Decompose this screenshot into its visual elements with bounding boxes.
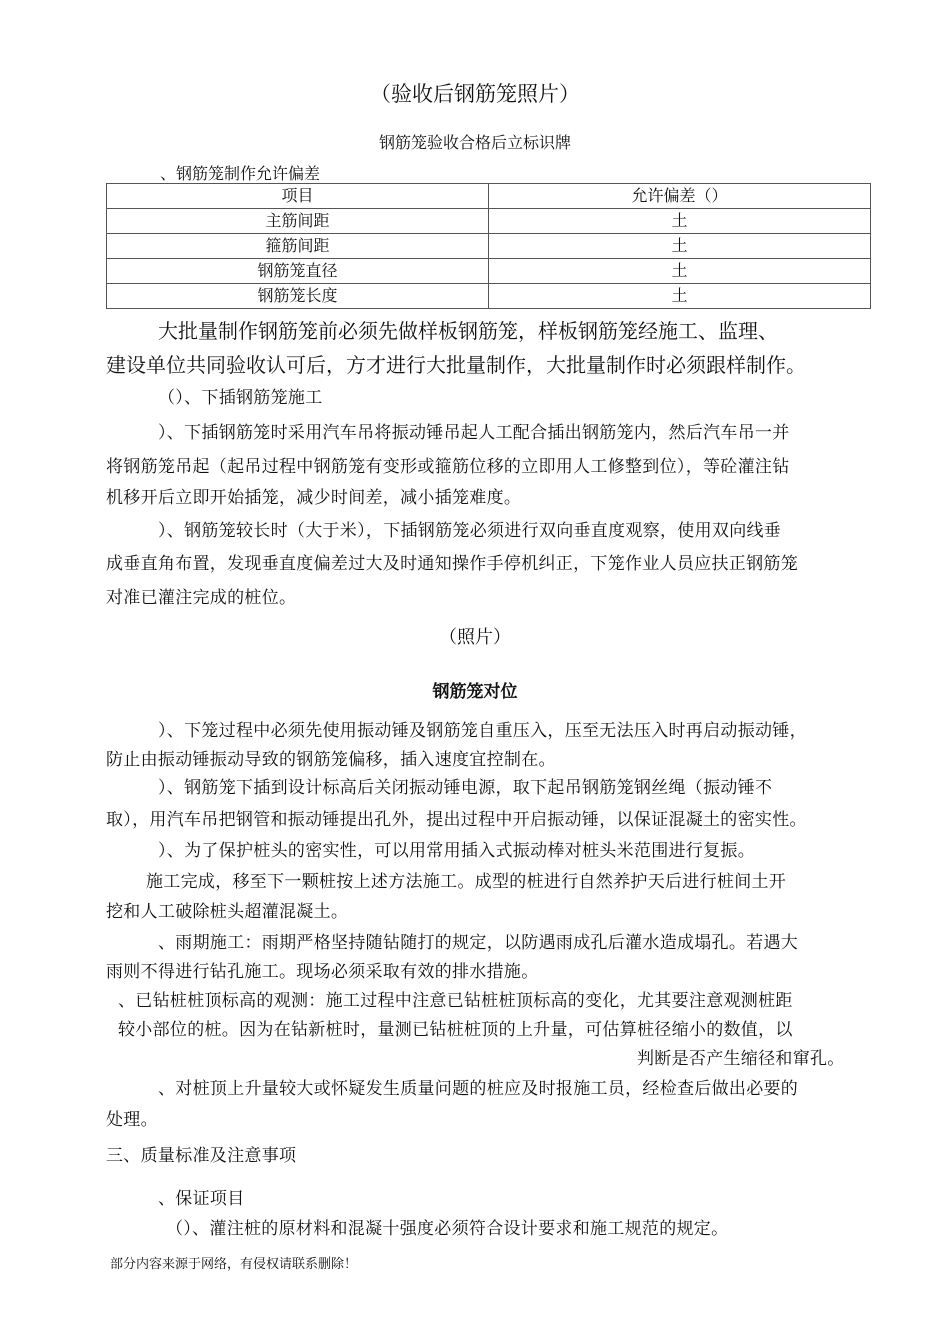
photo-title: （验收后钢筋笼照片） <box>370 82 580 106</box>
section3-heading: 三、质量标准及注意事项 <box>106 1146 297 1166</box>
para10: （）、灌注桩的原材料和混凝十强度必须符合设计要求和施工规范的规定。 <box>166 1219 729 1239</box>
para6-line2: 挖和人工破除桩头超灌混凝土。 <box>106 902 349 922</box>
table-row <box>107 209 871 234</box>
section-insert-heading: （）、下插钢筋笼施工 <box>158 388 323 408</box>
table-cell: 主筋间距 <box>107 209 489 234</box>
photo-caption: 钢筋笼对位 <box>432 682 518 702</box>
sign-caption: 钢筋笼验收合格后立标识牌 <box>378 133 571 152</box>
para9-line1: 、对桩顶上升量较大或怀疑发生质量问题的桩应及时报施工员，经检查后做出必要的 <box>158 1079 799 1099</box>
table-cell: 箍筋间距 <box>107 234 489 259</box>
para2-line1: ）、钢筋笼较长时（大于米），下插钢筋笼必须进行双向垂直度观察，使用双向线垂 <box>158 521 782 541</box>
table-row <box>107 284 871 309</box>
tolerance-table <box>106 183 871 309</box>
para1-line1: ）、下插钢筋笼时采用汽车吊将振动锤吊起人工配合插出钢筋笼内，然后汽车吊一并 <box>158 423 790 443</box>
table-header-cell: 项目 <box>107 184 489 209</box>
para8-line2: 较小部位的桩。因为在钻新桩时，量测已钻桩桩顶的上升量，可估算桩径缩小的数值，以 <box>118 1020 793 1040</box>
big-para-line1: 大批量制作钢筋笼前必须先做样板钢筋笼，样板钢筋笼经施工、监理、 <box>158 319 778 343</box>
table-cell: 钢筋笼直径 <box>107 259 489 284</box>
big-para-line2: 建设单位共同验收认可后，方才进行大批量制作，大批量制作时必须跟样制作。 <box>106 353 806 377</box>
para7-line2: 雨则不得进行钻孔施工。现场必须采取有效的排水措施。 <box>106 962 539 982</box>
para3-line2: 防止由振动锤振动导致的钢筋笼偏移，插入速度宜控制在。 <box>106 750 556 770</box>
table-header-cell: 允许偏差（） <box>489 184 871 209</box>
para9-line2: 处理。 <box>106 1110 158 1130</box>
para1-line3: 机移开后立即开始插笼，减少时间差，减小插笼难度。 <box>106 488 522 508</box>
para7-line1: 、雨期施工：雨期严格坚持随钻随打的规定，以防遇雨成孔后灌水造成塌孔。若遇大 <box>158 933 799 953</box>
para2-line2: 成垂直角布置，发现垂直度偏差过大及时通知操作手停机纠正，下笼作业人员应扶正钢筋笼 <box>106 554 798 574</box>
para2-line3: 对准已灌注完成的桩位。 <box>106 588 297 608</box>
table-cell: 钢筋笼长度 <box>107 284 489 309</box>
para4-line2: 取），用汽车吊把钢管和振动锤提出孔外，提出过程中开启振动锤，以保证混凝土的密实性。 <box>106 810 807 830</box>
table-header-row <box>107 184 871 209</box>
footer-disclaimer: 部分内容来源于网络，有侵权请联系删除！ <box>110 1257 358 1272</box>
table-title: 、钢筋笼制作允许偏差 <box>160 164 321 183</box>
para1-line2: 将钢筋笼吊起（起吊过程中钢筋笼有变形或箍筋位移的立即用人工修整到位），等砼灌注钻 <box>106 457 790 477</box>
table-cell: 土 <box>489 234 871 259</box>
table-cell: 土 <box>489 209 871 234</box>
para8-line3: 判断是否产生缩径和窜孔。 <box>637 1049 845 1069</box>
para8-line1: 、已钻桩桩顶标高的观测：施工过程中注意已钻桩桩顶标高的变化，尤其要注意观测桩距 <box>118 991 793 1011</box>
guarantee-heading: 、保证项目 <box>158 1189 245 1209</box>
para6-line1: 施工完成，移至下一颗桩按上述方法施工。成型的桩进行自然养护天后进行桩间土开 <box>146 872 787 892</box>
table-row <box>107 234 871 259</box>
para4-line1: ）、钢筋笼下插到设计标高后关闭振动锤电源，取下起吊钢筋笼钢丝绳（振动锤不 <box>158 778 773 798</box>
photo-label: （照片） <box>439 627 511 648</box>
para3-line1: ）、下笼过程中必须先使用振动锤及钢筋笼自重压入，压至无法压入时再启动振动锤， <box>158 721 807 741</box>
table-cell: 土 <box>489 259 871 284</box>
table-row <box>107 259 871 284</box>
table-cell: 土 <box>489 284 871 309</box>
para5: ）、为了保护桩头的密实性，可以用常用插入式振动棒对桩头米范围进行复振。 <box>158 841 755 861</box>
